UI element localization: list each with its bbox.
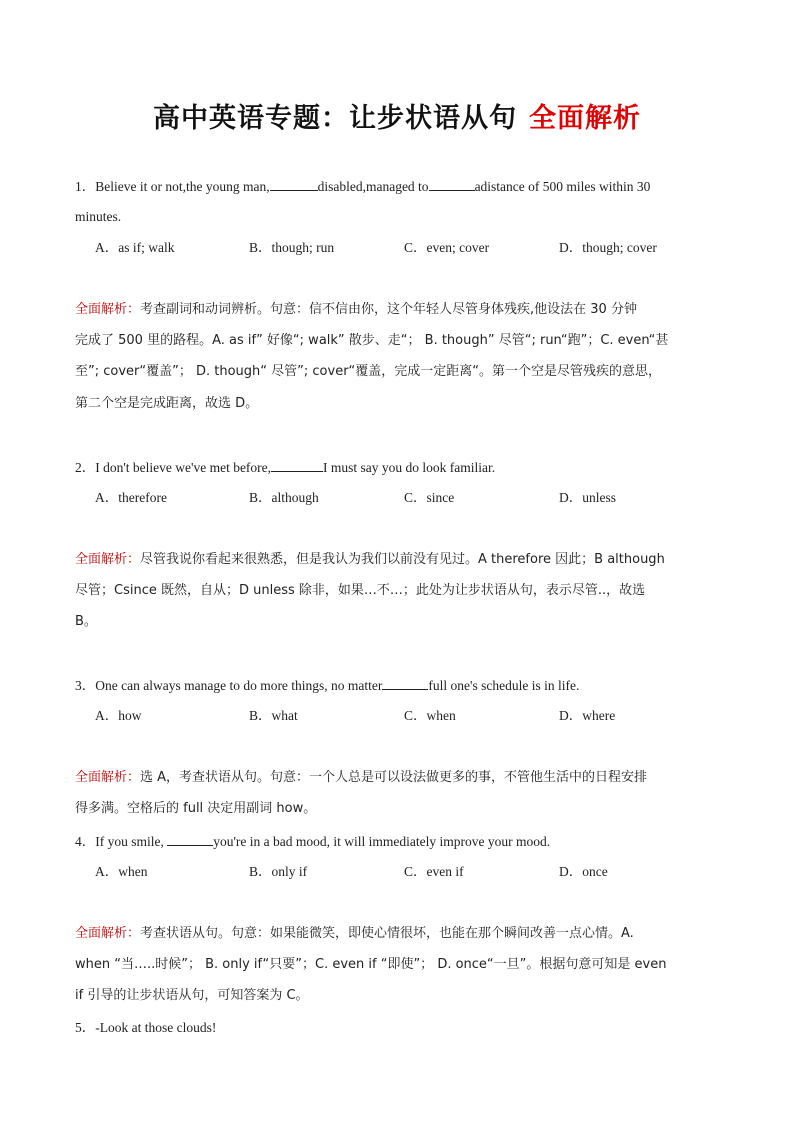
- option-b[interactable]: B．what: [249, 708, 298, 723]
- option-c[interactable]: C．since: [404, 490, 455, 505]
- answer-blank: [167, 831, 213, 846]
- question-2-analysis-line: 尽管；Csince 既然，自从；D unless 除非，如果…不…；此处为让步状语从句，表示尽管..，故选: [75, 583, 646, 598]
- question-1-stem-cont: minutes.: [75, 209, 122, 224]
- option-b[interactable]: B．though; run: [249, 240, 335, 255]
- question-2-stem: 2．I don't believe we've met before, I must say you do look familiar.: [75, 457, 725, 478]
- question-number: 2．: [75, 460, 96, 475]
- option-c[interactable]: C．even; cover: [404, 240, 490, 255]
- title-highlight: 全面解析: [529, 103, 641, 134]
- question-number: 3．: [75, 678, 96, 693]
- option-b[interactable]: B．although: [249, 490, 319, 505]
- analysis-label: 全面解析：: [75, 770, 141, 785]
- question-number: 1．: [75, 179, 96, 194]
- question-4-analysis-line: if 引导的让步状语从句，可知答案为 C。: [75, 988, 309, 1003]
- page-title: [0, 96, 794, 135]
- analysis-label: 全面解析：: [75, 552, 141, 567]
- question-2-analysis-line: B。: [75, 614, 97, 629]
- question-1-analysis-line: 完成了 500 里的路程。A. as if” 好像“; walk” 散步、走“； B. though” 尽管“; run“跑”；C. even“甚: [75, 333, 669, 348]
- question-1-analysis-line: 全面解析：考查副词和动词辨析。句意：信不信由你，这个年轻人尽管身体残疾,他设法在 30 分钟: [75, 302, 637, 317]
- option-d[interactable]: D．though; cover: [559, 240, 657, 255]
- question-1-analysis-line: 第二个空是完成距离，故选 D。: [75, 396, 259, 411]
- question-1-analysis-line: 至”; cover“覆盖”； D. though“ 尽管”; cover“覆盖，完成一定距离“。第一个空是尽管残疾的意思，: [75, 364, 662, 379]
- analysis-label: 全面解析：: [75, 302, 141, 317]
- answer-blank: [270, 176, 318, 191]
- option-a[interactable]: A．as if; walk: [95, 240, 175, 255]
- question-number: 5．: [75, 1020, 96, 1035]
- option-c[interactable]: C．even if: [404, 864, 464, 879]
- option-d[interactable]: D．where: [559, 708, 616, 723]
- question-number: 4．: [75, 834, 96, 849]
- question-4-stem: 4．If you smile, you're in a bad mood, it will immediately improve your mood.: [75, 831, 725, 852]
- option-d[interactable]: D．unless: [559, 490, 616, 505]
- question-3-analysis-line: 全面解析：选 A，考查状语从句。句意：一个人总是可以设法做更多的事，不管他生活中的日程安排: [75, 770, 648, 785]
- option-d[interactable]: D．once: [559, 864, 608, 879]
- question-3-stem: 3．One can always manage to do more things, no matter full one's schedule is in life.: [75, 675, 725, 696]
- answer-blank: [271, 457, 323, 472]
- question-1-stem: 1．Believe it or not,the young man, disabled,managed to adistance of 500 miles within 30: [75, 176, 725, 197]
- title-main: 高中英语专题：让步状语从句: [153, 103, 517, 134]
- question-4-analysis-line: 全面解析：考查状语从句。句意：如果能微笑，即使心情很坏，也能在那个瞬间改善一点心情。A.: [75, 926, 634, 941]
- answer-blank: [382, 675, 428, 690]
- question-5-stem: 5．-Look at those clouds!: [75, 1020, 217, 1035]
- question-2-analysis-line: 全面解析：尽管我说你看起来很熟悉，但是我认为我们以前没有见过。A therefore 因此；B although: [75, 552, 665, 567]
- option-b[interactable]: B．only if: [249, 864, 308, 879]
- question-3-analysis-line: 得多满。空格后的 full 决定用副词 how。: [75, 801, 317, 816]
- analysis-label: 全面解析：: [75, 926, 141, 941]
- question-4-analysis-line: when “当…..时候”； B. only if“只要”；C. even if “即使”； D. once“一旦”。根据句意可知是 even: [75, 957, 667, 972]
- answer-blank: [429, 176, 475, 191]
- option-a[interactable]: A．when: [95, 864, 148, 879]
- option-a[interactable]: A．how: [95, 708, 142, 723]
- option-c[interactable]: C．when: [404, 708, 456, 723]
- option-a[interactable]: A．therefore: [95, 490, 167, 505]
